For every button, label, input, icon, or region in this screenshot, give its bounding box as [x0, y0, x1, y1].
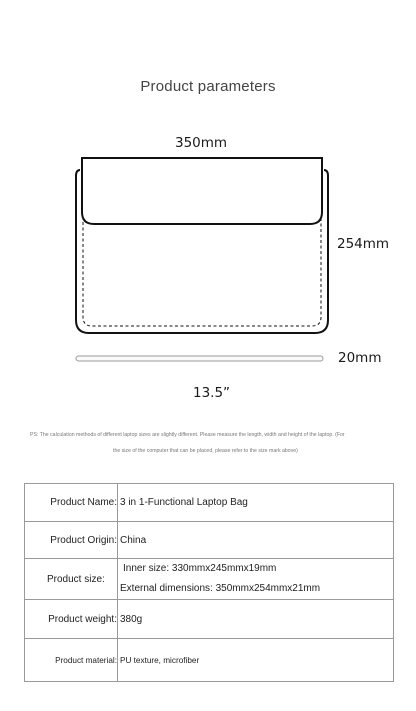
table-row-material — [25, 639, 394, 682]
product-size-label — [25, 559, 118, 600]
product-name-value: 3 in 1-Functional Laptop Bag — [118, 484, 394, 522]
measurement-note-line2: the size of the computer that can be placed, please refer to the size mark above) — [113, 448, 298, 454]
screen-size-label: 13.5” — [193, 385, 231, 401]
table-row-weight — [25, 600, 394, 639]
page-title: Product parameters — [140, 78, 276, 95]
thickness-bar — [76, 356, 323, 361]
width-dimension-label: 350mm — [175, 135, 228, 151]
external-size-text: External dimensions: 350mmx254mmx21mm — [120, 583, 321, 594]
product-material-value: PU texture, microfiber — [118, 639, 394, 682]
product-size-label-text: Product size: — [47, 573, 105, 585]
product-weight-label: Product weight: — [25, 600, 118, 639]
table-row-size — [25, 559, 394, 600]
inner-size-text: Inner size: 330mmx245mmx19mm — [123, 563, 277, 574]
table-row-origin — [25, 522, 394, 559]
product-origin-value: China — [118, 522, 394, 559]
product-weight-value: 380g — [118, 600, 394, 639]
product-size-value — [118, 559, 394, 600]
sleeve-flap — [82, 158, 322, 224]
product-origin-label: Product Origin: — [25, 522, 118, 559]
thickness-dimension-label: 20mm — [338, 350, 382, 366]
measurement-note-line1: PS: The calculation methods of different laptop sizes are slightly different. Please measure the length, width and height of the laptop. (For — [30, 432, 345, 438]
height-dimension-label: 254mm — [337, 236, 390, 252]
table-row-name — [25, 484, 394, 522]
product-material-label: Product material: — [25, 639, 118, 682]
product-parameters-table — [24, 483, 394, 682]
product-name-label: Product Name: — [25, 484, 118, 522]
